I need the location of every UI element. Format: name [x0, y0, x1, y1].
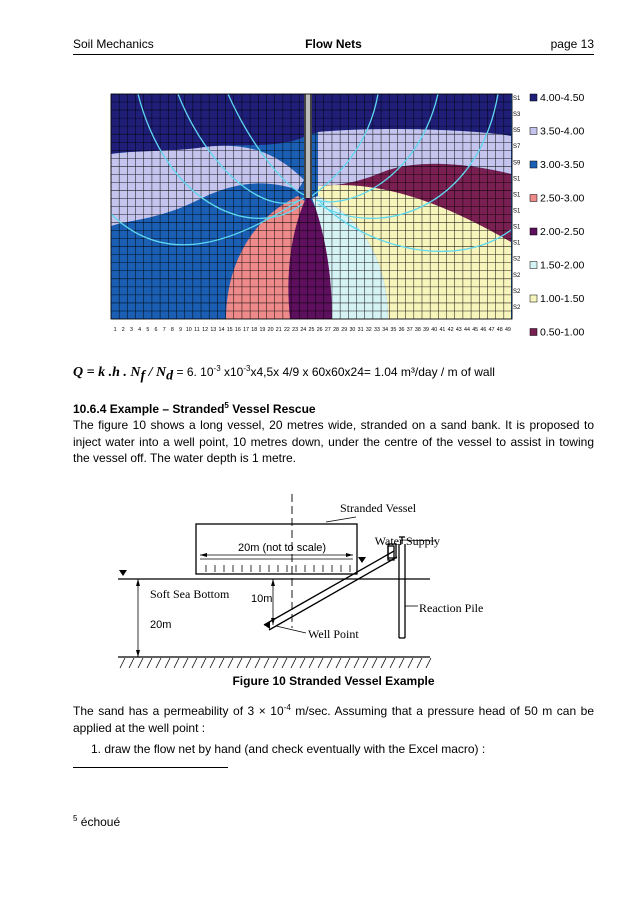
x-tick-label: 38	[414, 327, 421, 333]
water-supply-label: Water Supply	[374, 534, 440, 548]
chart-legend	[530, 92, 585, 339]
well-point-leader	[276, 626, 306, 633]
x-tick-label: 9	[179, 327, 183, 333]
y-tick-label: S9	[513, 160, 521, 167]
header-rule	[73, 54, 594, 55]
section-title: 10.6.4 Example – Stranded	[73, 402, 225, 416]
legend-swatch	[530, 228, 537, 235]
hatch-mark	[336, 658, 341, 668]
x-tick-label: 48	[496, 327, 503, 333]
hatch-mark	[426, 658, 431, 668]
width-arrow-right	[346, 553, 353, 557]
section-heading	[73, 401, 316, 416]
hatch-mark	[129, 658, 134, 668]
water-level-marker	[358, 557, 366, 563]
hatch-mark	[210, 658, 215, 668]
hatch-mark	[354, 658, 359, 668]
y-tick-label: S2	[513, 272, 521, 279]
x-tick-label: 15	[226, 327, 233, 333]
y-tick-label: S2	[513, 288, 521, 295]
x-tick-label: 40	[431, 327, 438, 333]
x-tick-label: 34	[382, 327, 389, 333]
water-level-marker-left	[119, 570, 127, 576]
footnote-rule	[73, 767, 228, 768]
footnote-mark: 5	[73, 814, 78, 823]
y-tick-label: S3	[513, 112, 521, 119]
x-tick-label: 10	[185, 327, 192, 333]
hatch-mark	[390, 658, 395, 668]
x-tick-label: 23	[292, 327, 299, 333]
x-tick-label: 12	[202, 327, 209, 333]
legend-label: 4.00-4.50	[540, 92, 585, 104]
equation-t1: = 6. 10	[173, 365, 214, 379]
y-tick-label: S1	[513, 224, 521, 231]
well-point-tip	[264, 621, 270, 629]
legend-label: 1.50-2.00	[540, 259, 585, 272]
vessel-leader	[326, 517, 356, 522]
equation-e2: -3	[243, 364, 251, 373]
y-tick-label: S1	[513, 96, 521, 102]
chart-plot-area	[111, 94, 512, 319]
x-tick-label: 11	[194, 327, 200, 333]
intro-paragraph: The figure 10 shows a long vessel, 20 metres wide, stranded on a sand bank. It is proposed to inject water into a well point, 10 metres down, under the centre of the vessel to assist in towing the vessel off. The water depth is 1 metre.	[73, 418, 594, 465]
equation-mid: / N	[145, 365, 167, 380]
legend-swatch	[530, 94, 537, 101]
equation-t3: x4,5x 4/9 x 60x60x24= 1.04 m³/day / m of wall	[250, 365, 495, 379]
hatch-mark	[120, 658, 125, 668]
width-arrow-left	[200, 553, 207, 557]
x-tick-label: 7	[162, 327, 166, 333]
times-symbol: ×	[258, 704, 266, 718]
x-tick-label: 18	[251, 327, 258, 333]
x-tick-label: 32	[365, 327, 372, 333]
x-tick-label: 45	[472, 327, 479, 333]
hatch-mark	[345, 658, 350, 668]
x-tick-label: 35	[390, 327, 397, 333]
x-tick-label: 29	[341, 327, 348, 333]
hatch-mark	[363, 658, 368, 668]
header-center: Flow Nets	[305, 37, 362, 51]
hatch-mark	[174, 658, 179, 668]
x-tick-label: 44	[464, 327, 470, 333]
permeability-text-c: m/sec. Assuming that a pressure head of 50 m can be applied at the well point :	[73, 704, 595, 735]
y-tick-label: S1	[513, 208, 521, 215]
hatch-mark	[309, 658, 314, 668]
equation-t2: x10	[220, 365, 244, 379]
soft-bottom-label: Soft Sea Bottom	[150, 587, 230, 601]
x-tick-label: 5	[146, 327, 150, 333]
x-tick-label: 1	[113, 327, 117, 333]
x-tick-label: 26	[316, 327, 323, 333]
hatch-mark	[381, 658, 386, 668]
x-tick-label: 19	[259, 327, 266, 333]
permeability-text-a: The sand has a permeability of 3	[73, 704, 259, 718]
width-label: 20m (not to scale)	[238, 542, 327, 554]
equation-e1: -3	[213, 364, 221, 373]
hatch-mark	[228, 658, 233, 668]
x-tick-label: 20	[267, 327, 274, 333]
hatch-mark	[417, 658, 422, 668]
x-tick-label: 39	[423, 327, 430, 333]
hatch-mark	[327, 658, 332, 668]
x-tick-label: 28	[333, 327, 340, 333]
header-page-number: page 13	[550, 37, 594, 51]
x-tick-label: 42	[447, 327, 454, 333]
legend-swatch	[530, 161, 537, 168]
legend-label: 0.50-1.00	[540, 326, 585, 339]
list-item: 1. draw the flow net by hand (and check eventually with the Excel macro) :	[91, 742, 486, 756]
hatch-mark	[138, 658, 143, 668]
x-tick-label: 8	[170, 327, 174, 333]
x-tick-label: 4	[138, 327, 142, 333]
stranded-vessel-figure	[118, 488, 484, 668]
x-tick-label: 31	[357, 327, 364, 333]
legend-label: 3.50-4.00	[540, 125, 585, 138]
x-tick-label: 30	[349, 327, 356, 333]
legend-label: 2.00-2.50	[540, 226, 585, 238]
hatch-mark	[246, 658, 251, 668]
x-tick-label: 46	[480, 327, 487, 333]
hatch-mark	[183, 658, 188, 668]
permeability-text-b: 10	[265, 704, 284, 718]
hatch-mark	[201, 658, 206, 668]
legend-label: 3.00-3.50	[540, 159, 585, 171]
equation-lhs: Q = k .h . N	[73, 365, 141, 380]
depth-20-label: 20m	[150, 619, 172, 631]
y-tick-label: S2	[513, 304, 521, 311]
x-tick-label: 14	[218, 327, 225, 333]
equation-sub-d: d	[166, 368, 174, 384]
x-tick-label: 2	[121, 327, 125, 333]
hatch-mark	[156, 658, 161, 668]
hatch-mark	[318, 658, 323, 668]
legend-label: 1.00-1.50	[540, 293, 585, 305]
x-tick-label: 49	[504, 327, 511, 333]
chart-y-ticks	[513, 96, 521, 311]
x-tick-label: 47	[488, 327, 495, 333]
ground-hatching	[120, 565, 431, 668]
x-tick-label: 25	[308, 327, 315, 333]
hatch-mark	[147, 658, 152, 668]
footnote-text: échoué	[77, 815, 121, 829]
flow-net-chart	[78, 70, 598, 355]
pipe-upper	[264, 551, 394, 625]
y-tick-label: S1	[513, 176, 521, 183]
x-tick-label: 36	[398, 327, 405, 333]
hatch-mark	[192, 658, 197, 668]
depth10-arrow-bottom	[271, 618, 275, 625]
y-tick-label: S1	[513, 192, 521, 199]
hatch-mark	[408, 658, 413, 668]
figure-caption: Figure 10 Stranded Vessel Example	[232, 674, 435, 688]
legend-swatch	[530, 329, 537, 336]
x-tick-label: 43	[455, 327, 462, 333]
footnote	[73, 814, 120, 829]
footnote-ref: 5	[224, 401, 229, 410]
x-tick-label: 24	[300, 327, 307, 333]
hatch-mark	[165, 658, 170, 668]
permeability-exponent: -4	[283, 703, 291, 712]
x-tick-label: 33	[374, 327, 380, 333]
y-tick-label: S2	[513, 256, 521, 263]
y-tick-label: S5	[513, 128, 521, 135]
hatch-mark	[282, 658, 287, 668]
x-tick-label: 16	[234, 327, 241, 333]
hatch-mark	[237, 658, 242, 668]
hatch-mark	[255, 658, 260, 668]
x-tick-label: 13	[210, 327, 217, 333]
legend-swatch	[530, 295, 537, 302]
depth20-arrow-top	[136, 579, 140, 586]
y-tick-label: S1	[513, 240, 521, 247]
hatch-mark	[219, 658, 224, 668]
discharge-equation	[73, 364, 495, 384]
sheet-pile-core	[306, 94, 310, 198]
depth20-arrow-bottom	[136, 650, 140, 657]
x-tick-label: 22	[283, 327, 290, 333]
depth10-arrow-top	[271, 579, 275, 586]
legend-swatch	[530, 128, 537, 135]
legend-swatch	[530, 262, 537, 269]
well-point-label: Well Point	[308, 627, 359, 641]
x-tick-label: 17	[243, 327, 249, 333]
x-tick-label: 3	[129, 327, 133, 333]
x-tick-label: 21	[275, 327, 282, 333]
x-tick-label: 27	[324, 327, 331, 333]
section-title-end: Vessel Rescue	[228, 402, 316, 416]
depth-10-label: 10m	[251, 593, 273, 605]
equation-sub-f: f	[140, 368, 146, 384]
hatch-mark	[399, 658, 404, 668]
x-tick-label: 41	[439, 327, 446, 333]
chart-x-ticks	[114, 327, 511, 333]
hatch-mark	[273, 658, 278, 668]
x-tick-label: 37	[406, 327, 413, 333]
legend-label: 2.50-3.00	[540, 192, 585, 205]
hatch-mark	[300, 658, 305, 668]
legend-swatch	[530, 195, 537, 202]
hatch-mark	[372, 658, 377, 668]
pipe-lower	[269, 557, 397, 630]
header-left: Soil Mechanics	[73, 37, 154, 51]
y-tick-label: S7	[513, 144, 521, 151]
permeability-paragraph	[73, 700, 594, 736]
vessel-label: Stranded Vessel	[340, 501, 417, 515]
hatch-mark	[291, 658, 296, 668]
hatch-mark	[264, 658, 269, 668]
x-tick-label: 6	[154, 327, 158, 333]
reaction-pile-label: Reaction Pile	[419, 601, 484, 615]
